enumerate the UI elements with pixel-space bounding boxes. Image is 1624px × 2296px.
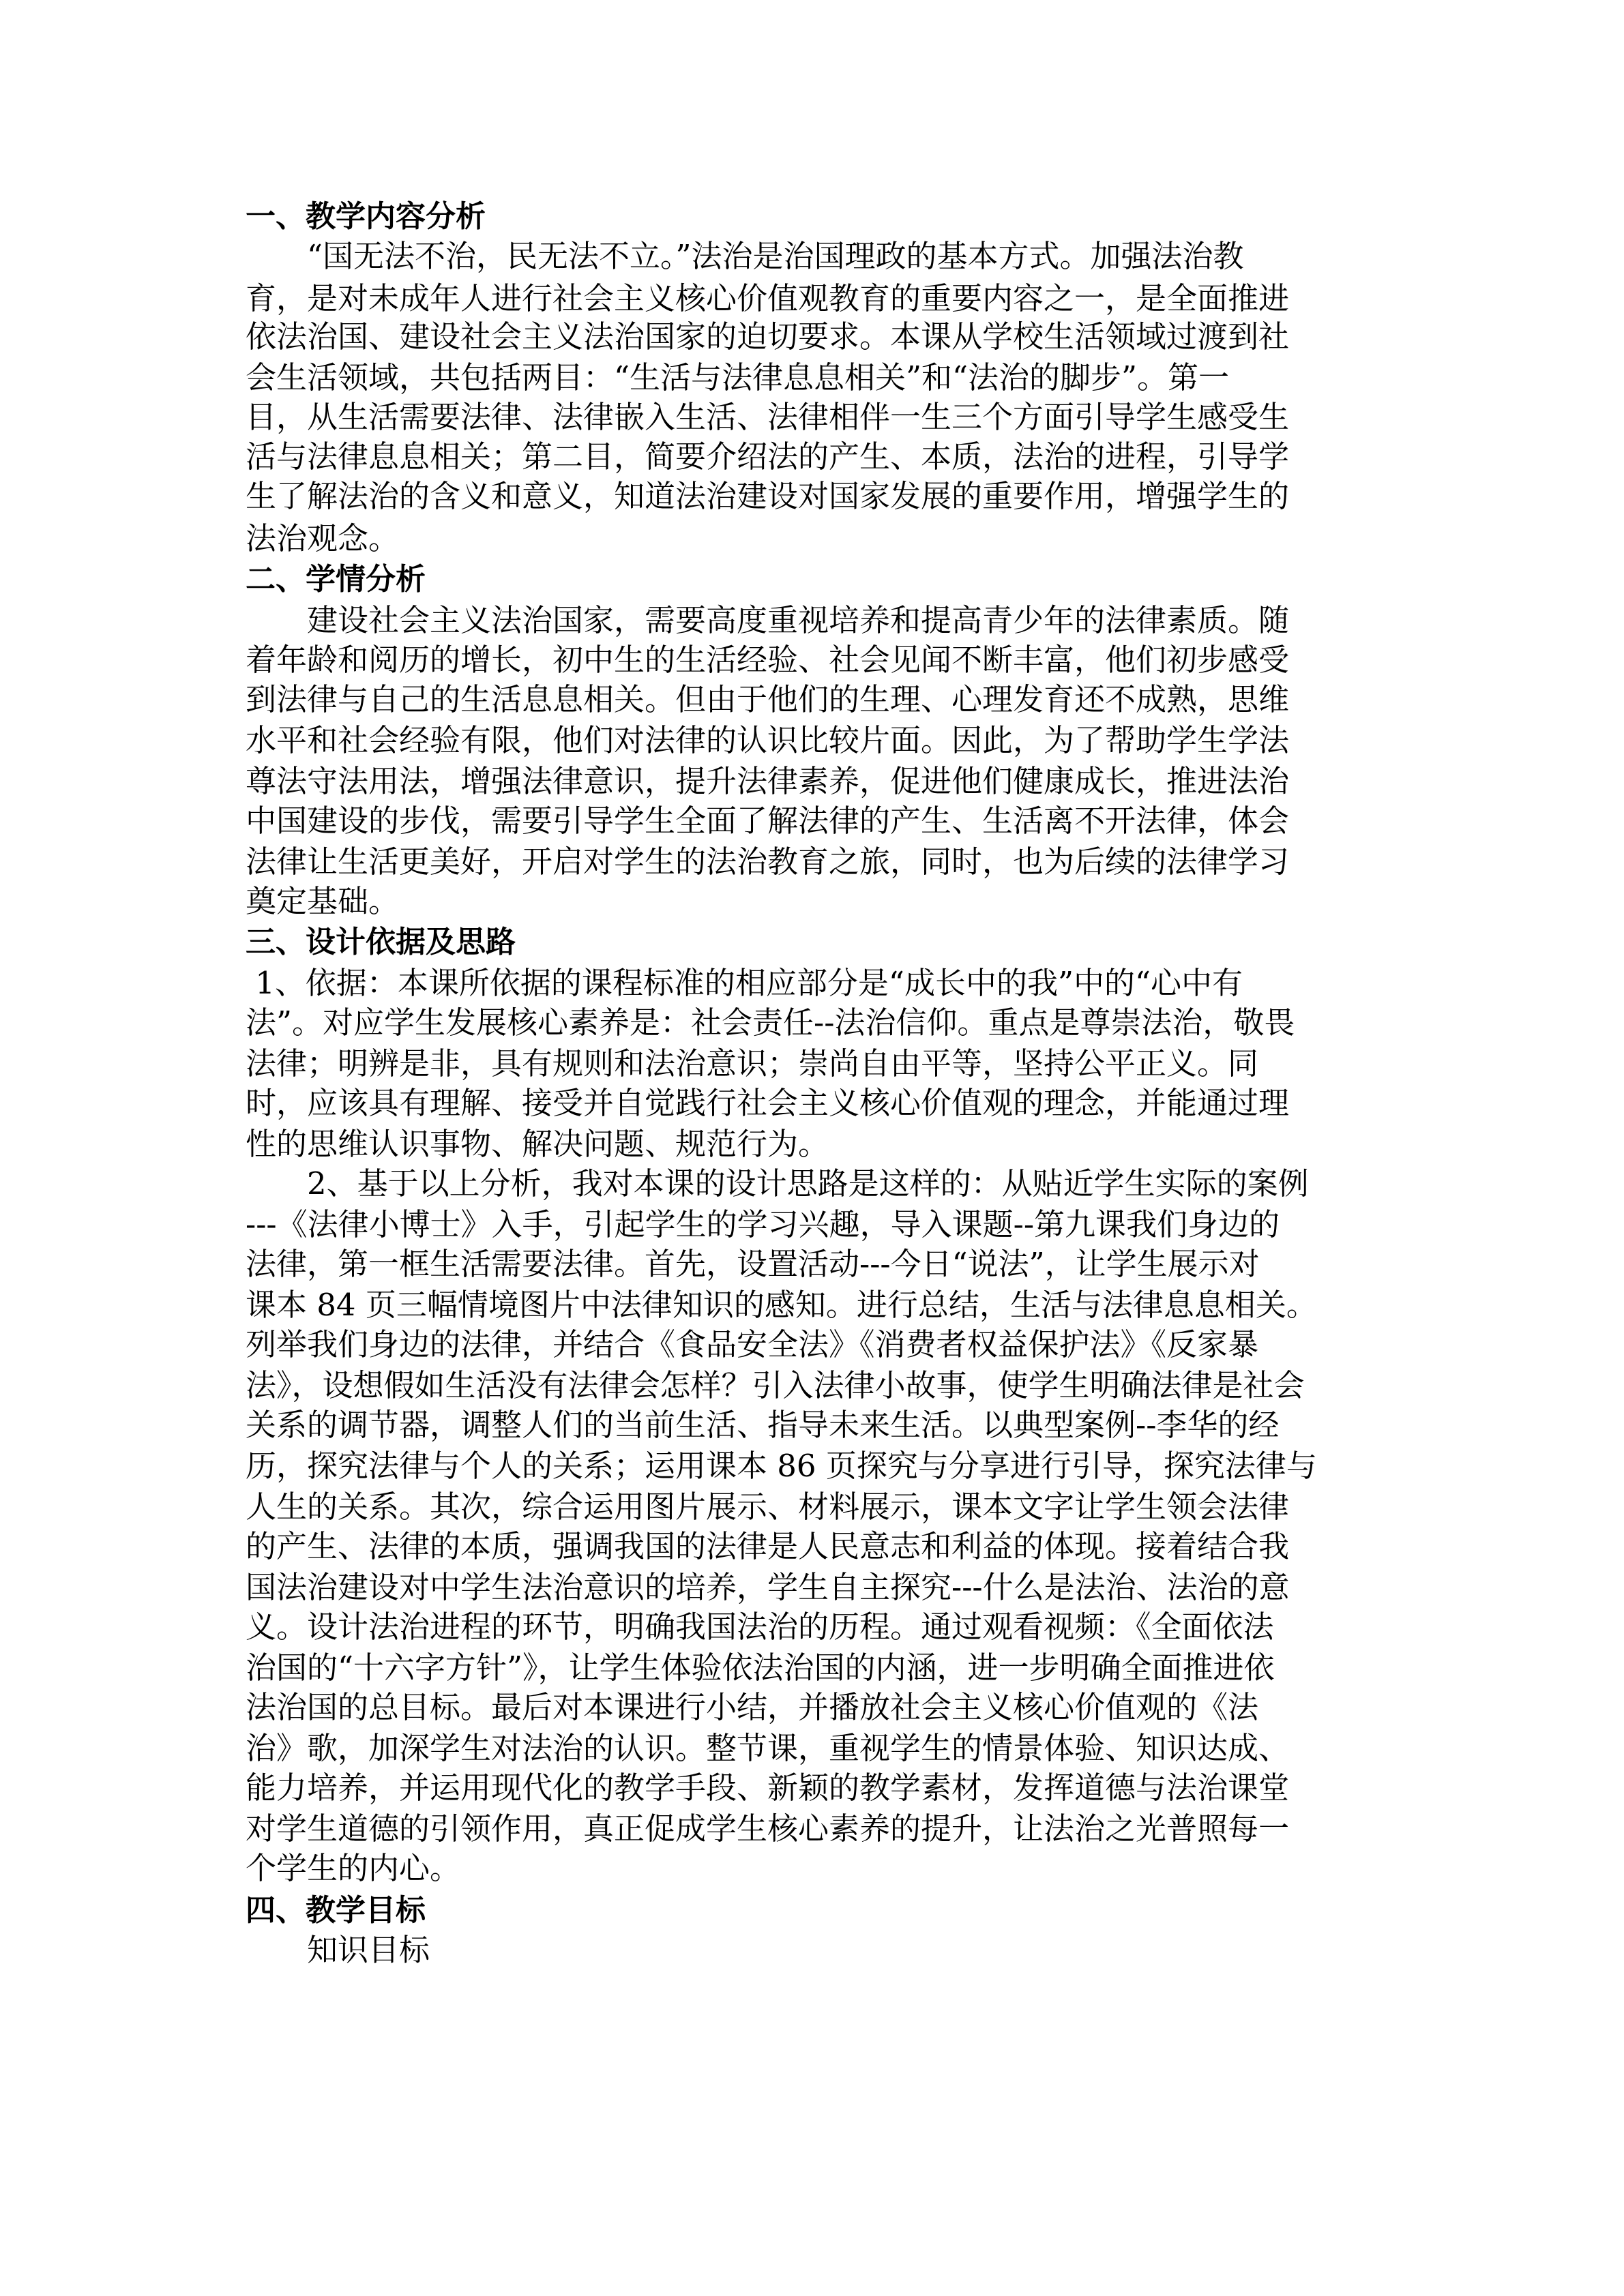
paragraph-line: 治》歌，加深学生对法治的认识。整节课，重视学生的情景体验、知识达成、 — [246, 1730, 1290, 1766]
paragraph-line: 人生的关系。其次，综合运用图片展示、材料展示，课本文字让学生领会法律 — [246, 1489, 1290, 1525]
paragraph-line: 国法治建设对中学生法治意识的培养，学生自主探究---什么是法治、法治的意 — [246, 1569, 1290, 1605]
section-heading: 一、教学内容分析 — [246, 199, 486, 234]
paragraph-line: 治国的“十六字方针”》，让学生体验依法治国的内涵，进一步明确全面推进依 — [246, 1650, 1275, 1686]
section-heading: 二、学情分析 — [246, 562, 426, 597]
paragraph-line: 会生活领域，共包括两目：“生活与法律息息相关”和“法治的脚步”。第一 — [246, 359, 1230, 396]
paragraph-line: 历，探究法律与个人的关系；运用课本 86 页探究与分享进行引导，探究法律与 — [246, 1448, 1317, 1484]
paragraph-line: 水平和社会经验有限，他们对法律的认识比较片面。因此，为了帮助学生学法 — [246, 722, 1290, 758]
paragraph-line: 目，从生活需要法律、法律嵌入生活、法律相伴一生三个方面引导学生感受生 — [246, 399, 1290, 435]
section-heading: 四、教学目标 — [246, 1893, 426, 1928]
paragraph-line: 对学生道德的引领作用，真正促成学生核心素养的提升，让法治之光普照每一 — [246, 1810, 1290, 1847]
paragraph-line: 课本 84 页三幅情境图片中法律知识的感知。进行总结，生活与法律息息相关。 — [246, 1287, 1317, 1323]
paragraph-line: 列举我们身边的法律，并结合《食品安全法》《消费者权益保护法》《反家暴 — [246, 1326, 1259, 1362]
paragraph-line: 1、依据：本课所依据的课程标准的相应部分是“成长中的我”中的“心中有 — [246, 965, 1243, 1001]
paragraph-line: 关系的调节器，调整人们的当前生活、指导未来生活。以典型案例--李华的经 — [246, 1407, 1280, 1443]
paragraph-line: 法治国的总目标。最后对本课进行小结，并播放社会主义核心价值观的《法 — [246, 1689, 1259, 1725]
section-heading: 三、设计依据及思路 — [246, 925, 516, 959]
paragraph-line: 法律让生活更美好，开启对学生的法治教育之旅，同时，也为后续的法律学习 — [246, 844, 1290, 880]
paragraph-line: 育，是对未成年人进行社会主义核心价值观教育的重要内容之一，是全面推进 — [246, 280, 1290, 316]
paragraph-line: 活与法律息息相关；第二目，简要介绍法的产生、本质，法治的进程，引导学 — [246, 438, 1290, 475]
paragraph-line: 能力培养，并运用现代化的教学手段、新颖的教学素材，发挥道德与法治课堂 — [246, 1770, 1290, 1806]
paragraph-line: 法律，第一框生活需要法律。首先，设置活动---今日“说法”，让学生展示对 — [246, 1246, 1260, 1282]
paragraph-line: 生了解法治的含义和意义，知道法治建设对国家发展的重要作用，增强学生的 — [246, 478, 1290, 514]
paragraph-line: 法律；明辨是非，具有规则和法治意识；崇尚自由平等，坚持公平正义。同 — [246, 1045, 1259, 1082]
paragraph-line: 法”。对应学生发展核心素养是：社会责任--法治信仰。重点是尊崇法治，敬畏 — [246, 1004, 1295, 1041]
paragraph-line: 到法律与自己的生活息息相关。但由于他们的生理、心理发育还不成熟，思维 — [246, 681, 1290, 717]
paragraph-line: 义。设计法治进程的环节，明确我国法治的历程。通过观看视频：《全面依法 — [246, 1609, 1274, 1645]
paragraph-line: 尊法守法用法，增强法律意识，提升法律素养，促进他们健康成长，推进法治 — [246, 763, 1290, 799]
paragraph-line: 性的思维认识事物、解决问题、规范行为。 — [246, 1126, 829, 1162]
paragraph-line: 依法治国、建设社会主义法治国家的迫切要求。本课从学校生活领域过渡到社 — [246, 318, 1290, 355]
paragraph-line: 着年龄和阅历的增长，初中生的生活经验、社会见闻不断丰富，他们初步感受 — [246, 642, 1290, 678]
paragraph-line: 2、基于以上分析，我对本课的设计思路是这样的：从贴近学生实际的案例 — [246, 1165, 1309, 1202]
paragraph-line: 中国建设的步伐，需要引导学生全面了解法律的产生、生活离不开法律，体会 — [246, 803, 1290, 839]
paragraph-line: 个学生的内心。 — [246, 1850, 461, 1886]
paragraph-line: 建设社会主义法治国家，需要高度重视培养和提高青少年的法律素质。随 — [246, 602, 1290, 638]
paragraph-line: 法治观念。 — [246, 520, 400, 556]
paragraph-line: “国无法不治，民无法不立。”法治是治国理政的基本方式。加强法治教 — [246, 238, 1244, 274]
paragraph-line: 的产生、法律的本质，强调我国的法律是人民意志和利益的体现。接着结合我 — [246, 1528, 1290, 1564]
paragraph-line: 奠定基础。 — [246, 883, 400, 919]
paragraph-line: 知识目标 — [246, 1932, 430, 1968]
paragraph-line: 法》，设想假如生活没有法律会怎样？引入法律小故事，使学生明确法律是社会 — [246, 1367, 1305, 1403]
paragraph-line: 时，应该具有理解、接受并自觉践行社会主义核心价值观的理念，并能通过理 — [246, 1085, 1290, 1121]
paragraph-line: ---《法律小博士》入手，引起学生的学习兴趣，导入课题--第九课我们身边的 — [246, 1206, 1280, 1242]
